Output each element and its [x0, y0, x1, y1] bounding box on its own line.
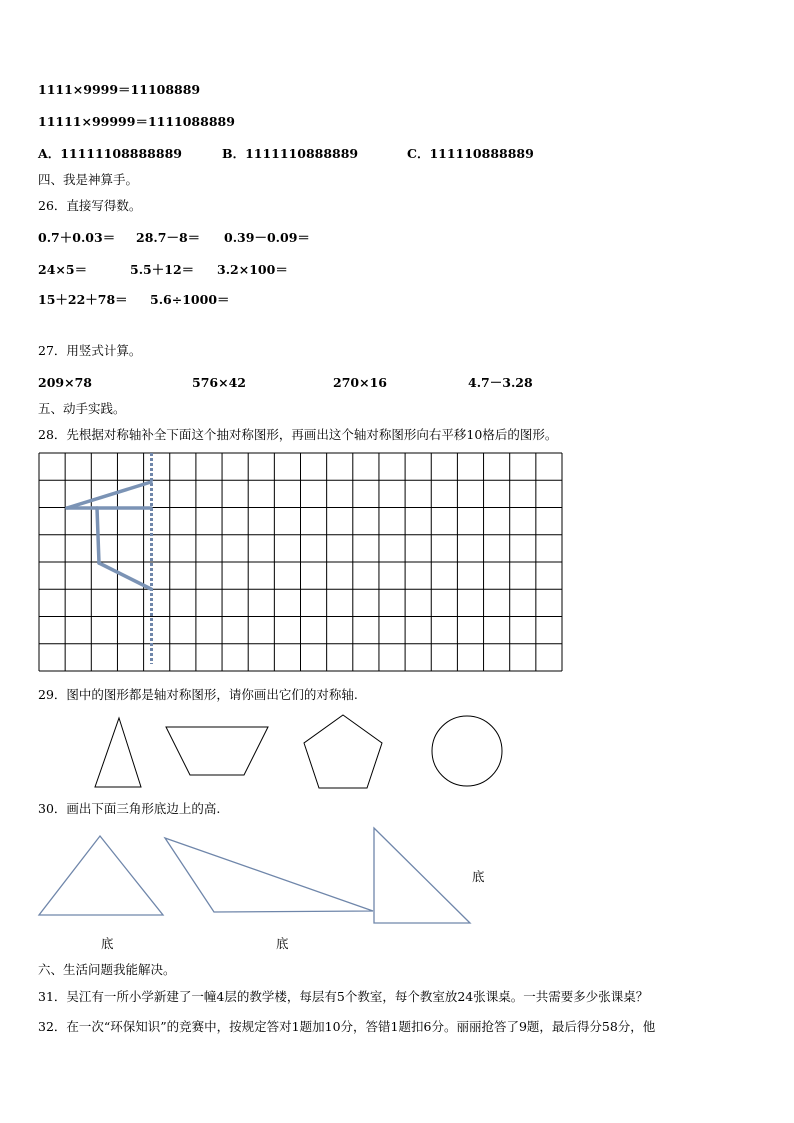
question-28: 28．先根据对称轴补全下面这个抽对称图形，再画出这个轴对称图形向右平移10格后的图形。 — [38, 427, 558, 442]
acute-triangle[interactable] — [39, 836, 163, 915]
q26-item: 0.7＋0.03＝ — [38, 230, 116, 245]
question-32: 32．在一次“环保知识”的竞赛中，按规定答对1题加10分，答错1题扣6分。丽丽抢答了9题，最后得分58分，他 — [38, 1019, 656, 1034]
base-label: 底 — [472, 869, 485, 884]
q27-item: 4.7－3.28 — [468, 375, 533, 390]
pattern-line-2: 11111×99999＝1111088889 — [38, 114, 235, 129]
right-triangle[interactable] — [374, 828, 470, 923]
q26-item: 5.6÷1000＝ — [150, 292, 230, 307]
q27-item: 270×16 — [333, 375, 387, 390]
option-b: B．1111110888889 — [222, 146, 359, 161]
q26-item: 3.2×100＝ — [217, 262, 288, 277]
question-26: 26．直接写得数。 — [38, 198, 142, 213]
section-4-heading: 四、我是神算手。 — [38, 172, 139, 187]
section-6-heading: 六、生活问题我能解决。 — [38, 962, 176, 977]
question-29: 29．图中的图形都是轴对称图形，请你画出它们的对称轴. — [38, 687, 358, 702]
q27-item: 576×42 — [192, 375, 246, 390]
question-31: 31．吴江有一所小学新建了一幢4层的教学楼，每层有5个教室，每个教室放24张课桌。一共需要多少张课桌？ — [38, 989, 649, 1004]
q26-item: 15＋22＋78＝ — [38, 292, 128, 307]
q26-item: 28.7－8＝ — [136, 230, 201, 245]
option-c: C．111110888889 — [407, 146, 534, 161]
q27-item: 209×78 — [38, 375, 92, 390]
pattern-line-1: 1111×9999＝11108889 — [38, 82, 201, 97]
question-30: 30．画出下面三角形底边上的高. — [38, 801, 221, 816]
q26-item: 5.5＋12＝ — [130, 262, 195, 277]
base-label: 底 — [101, 936, 114, 951]
q26-item: 0.39－0.09＝ — [224, 230, 310, 245]
question-27: 27．用竖式计算。 — [38, 343, 142, 358]
option-a: A．11111108888889 — [38, 146, 182, 161]
q26-item: 24×5＝ — [38, 262, 88, 277]
section-5-heading: 五、动手实践。 — [38, 401, 126, 416]
base-label: 底 — [276, 936, 289, 951]
obtuse-triangle[interactable] — [165, 838, 373, 912]
